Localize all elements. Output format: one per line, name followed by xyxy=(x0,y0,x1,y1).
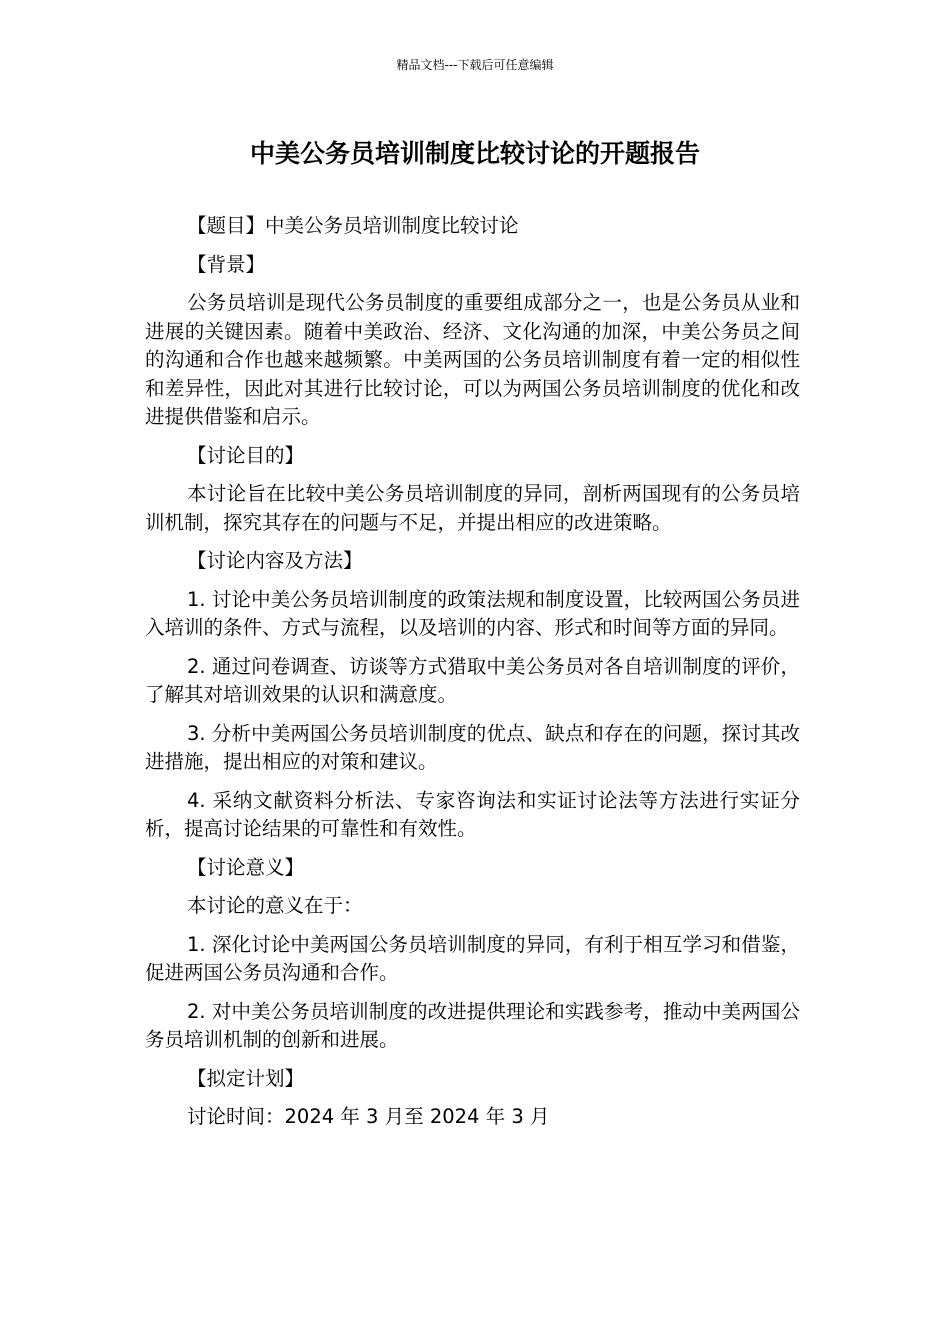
page-header-note: 精品文档---下载后可任意编辑 xyxy=(396,58,554,72)
document-title: 中美公务员培训制度比较讨论的开题报告 xyxy=(249,139,700,168)
section-heading-significance: 【讨论意义】 xyxy=(187,855,305,879)
content-methods-item-1: 1. 讨论中美公务员培训制度的政策法规和制度设置，比较两国公务员进入培训的条件、方式与流程，以及培训的内容、形式和时间等方面的异同。 xyxy=(145,587,800,639)
plan-timeline: 讨论时间：2024 年 3 月至 2024 年 3 月 xyxy=(187,1105,550,1128)
document-body xyxy=(145,212,800,1142)
content-methods-item-3: 3. 分析中美两国公务员培训制度的优点、缺点和存在的问题，探讨其改进措施，提出相应的对策和建议。 xyxy=(145,721,800,773)
significance-item-2: 2. 对中美公务员培训制度的改进提供理论和实践参考，推动中美两国公务员培训机制的创新和进展。 xyxy=(145,999,800,1051)
section-heading-plan: 【拟定计划】 xyxy=(187,1066,305,1090)
content-methods-item-2: 2. 通过问卷调查、访谈等方式猎取中美公务员对各自培训制度的评价，了解其对培训效果的认识和满意度。 xyxy=(145,654,800,706)
purpose-paragraph: 本讨论旨在比较中美公务员培训制度的异同，剖析两国现有的公务员培训机制，探究其存在的问题与不足，并提出相应的改进策略。 xyxy=(145,482,800,534)
topic-line: 【题目】中美公务员培训制度比较讨论 xyxy=(187,214,519,237)
section-heading-content-methods: 【讨论内容及方法】 xyxy=(187,549,363,572)
section-heading-purpose: 【讨论目的】 xyxy=(187,443,305,467)
content-methods-item-4: 4. 采纳文献资料分析法、专家咨询法和实证讨论法等方法进行实证分析，提高讨论结果的可靠性和有效性。 xyxy=(145,788,800,840)
background-paragraph: 公务员培训是现代公务员制度的重要组成部分之一，也是公务员从业和进展的关键因素。随着中美政治、经济、文化沟通的加深，中美公务员之间的沟通和合作也越来越频繁。中美两国的公务员培训制度有着一定的相似性和差异性，因此对其进行比较讨论，可以为两国公务员培训制度的优化和改进提供借鉴和启示。 xyxy=(145,291,800,428)
significance-intro: 本讨论的意义在于： xyxy=(187,894,363,917)
section-heading-background: 【背景】 xyxy=(187,252,266,276)
significance-item-1: 1. 深化讨论中美两国公务员培训制度的异同，有利于相互学习和借鉴，促进两国公务员沟通和合作。 xyxy=(145,932,800,984)
